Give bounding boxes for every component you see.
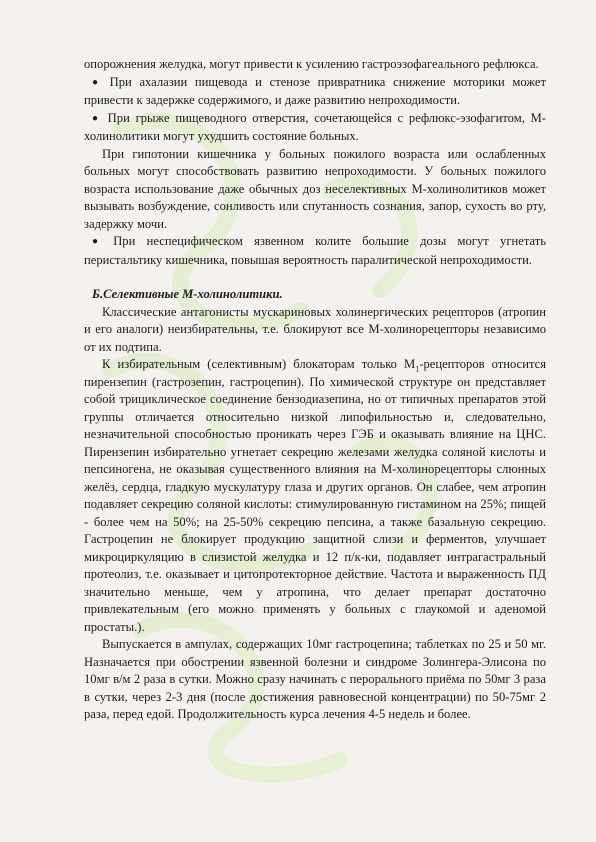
- section-heading: Б.Селективные М-холинолитики.: [92, 287, 283, 301]
- bullet-text: При ахалазии пищевода и стенозе привратника снижение моторики может привести к задержке содержимого, и даже развитию непроходимости.: [84, 74, 547, 107]
- paragraph-continuation: опорожнения желудка, могут привести к усилению гастроэзофагеального рефлюкса.: [84, 57, 539, 71]
- document-page: [84, 56, 546, 724]
- paragraph: К избирательным (селективным) блокаторам только $М_1$-рецепторов относится пирензепин (гастрозепин, гастроцепин). По химической структуре он представляет собой трициклическое соединение бензодиазепина, но от типичных препаратов этой группы отличается относительно низкой липофильностью и, следовательно, незначительной способностью проникать через ГЭБ и оказывать влияние на ЦНС. Пирензепин избирательно угнетает секрецию железами желудка соляной кислоты и пепсиногена, не оказывая существенного влияния на М-холинорецепторы слюнных желёз, сердца, гладкую мускулатуру глаза и других органов. Он слабее, чем атропин подавляет секрецию соляной кислоты: стимулированную гистамином на 25%; пищей - более чем на 50%; на 25-50% секрецию пепсина, а также базальную секрецию. Гастроцепин не блокирует продукцию защитной слизи и ферментов, улучшает микроциркуляцию в слизистой желудка и 12 п/к-ки, подавляет интрагастральный протеолиз, т.е. оказывает и цитопротекторное действие. Частота и выраженность ПД значительно меньше, чем у атропина, что делает препарат достаточно привлекательным (его можно применять у больных с глаукомой и аденомой простаты.).: [84, 357, 547, 634]
- paragraph: Классические антагонисты мускариновых холинергических рецепторов (атропин и его аналоги) неизбирательны, т.е. блокируют все М-холинорецепторы независимо от их подтипа.: [84, 304, 546, 354]
- paragraph: При гипотонии кишечника у больных пожилого возраста или ослабленных больных могут способствовать развитию непроходимости. У больных пожилого возраста использование даже обычных доз неселективных М-холинолитиков может вызывать возбуждение, сонливость или спутанность сознания, запор, сухость во рту, задержку мочи.: [84, 146, 546, 231]
- bullet-icon: ●: [92, 236, 107, 247]
- paragraph: Выпускается в ампулах, содержащих 10мг гастроцепина; таблетках по 25 и 50 мг. Назначается при обострении язвенной болезни и синдроме Золингера-Элисона по 10мг в/м 2 раза в сутки. Можно сразу начинать с перорального приёма по 50мг 3 раза в сутки, через 2-3 дня (после достижения равновесной концентрации) по 50-75мг 2 раза, перед едой. Продолжительность курса лечения 4-5 недель и более.: [84, 637, 546, 721]
- bullet-text: При грыже пищеводного отверстия, сочетающейся с рефлюкс-эзофагитом, М-холинолитики могут ухудшить состояние больных.: [84, 110, 546, 143]
- subscript: 1: [415, 364, 420, 374]
- bullet-text: При неспецифическом язвенном колите большие дозы могут угнетать перистальтику кишечника, повышая вероятность паралитической непроходимости.: [84, 234, 546, 267]
- bullet-icon: ●: [92, 112, 101, 124]
- bullet-item: [84, 110, 546, 146]
- bullet-item: [84, 233, 546, 269]
- bullet-icon: ●: [92, 76, 103, 88]
- paragraph-spacer: [84, 269, 546, 286]
- bullet-item: [84, 74, 546, 110]
